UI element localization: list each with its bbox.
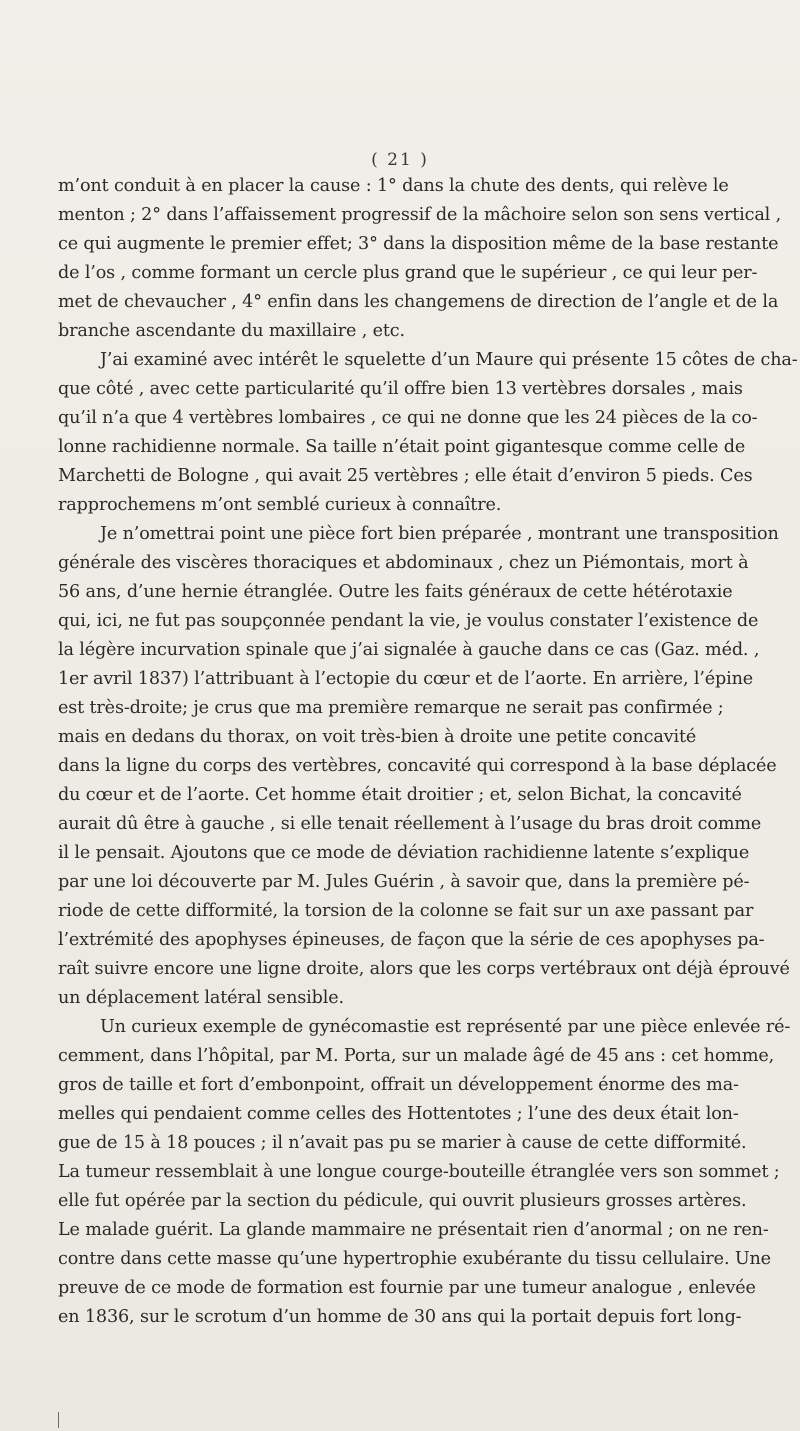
text-line: rapprochemens m’ont semblé curieux à connaître. [58,495,502,515]
text-line: La tumeur ressemblait à une longue courge-bouteille étranglée vers son sommet ; [58,1162,780,1182]
text-line: gue de 15 à 18 pouces ; il n’avait pas pu se marier à cause de cette difformité. [58,1133,747,1153]
text-line: Le malade guérit. La glande mammaire ne présentait rien d’anormal ; on ne ren- [58,1220,769,1240]
text-line: J’ai examiné avec intérêt le squelette d’un Maure qui présente 15 côtes de cha- [100,350,798,370]
text-line: aurait dû être à gauche , si elle tenait réellement à l’usage du bras droit comme [58,814,762,834]
text-line: en 1836, sur le scrotum d’un homme de 30 ans qui la portait depuis fort long- [58,1307,742,1327]
text-line: qui, ici, ne fut pas soupçonnée pendant la vie, je voulus constater l’existence de [58,611,759,631]
text-line: l’extrémité des apophyses épineuses, de façon que la série de ces apophyses pa- [58,930,765,950]
text-line: Marchetti de Bologne , qui avait 25 vertèbres ; elle était d’environ 5 pieds. Ces [58,466,753,486]
text-line: 1er avril 1837) l’attribuant à l’ectopie du cœur et de l’aorte. En arrière, l’épine [58,669,754,689]
text-line: un déplacement latéral sensible. [58,988,344,1008]
text-line: Un curieux exemple de gynécomastie est représenté par une pièce enlevée ré- [100,1017,791,1037]
text-line: lonne rachidienne normale. Sa taille n’était point gigantesque comme celle de [58,437,746,457]
text-line: par une loi découverte par M. Jules Guérin , à savoir que, dans la première pé- [58,872,750,892]
text-line: menton ; 2° dans l’affaissement progressif de la mâchoire selon son sens vertical , [58,205,782,225]
text-line: du cœur et de l’aorte. Cet homme était droitier ; et, selon Bichat, la concavité [58,785,742,805]
text-line: il le pensait. Ajoutons que ce mode de déviation rachidienne latente s’explique [58,843,750,863]
text-line: gros de taille et fort d’embonpoint, offrait un développement énorme des ma- [58,1075,739,1095]
text-line: contre dans cette masse qu’une hypertrophie exubérante du tissu cellulaire. Une [58,1249,771,1269]
text-line: générale des viscères thoraciques et abdominaux , chez un Piémontais, mort à [58,553,749,573]
text-line: riode de cette difformité, la torsion de la colonne se fait sur un axe passant par [58,901,754,921]
text-line: 56 ans, d’une hernie étranglée. Outre les faits généraux de cette hétérotaxie [58,582,733,602]
text-line: de l’os , comme formant un cercle plus grand que le supérieur , ce qui leur per- [58,263,758,283]
text-line: qu’il n’a que 4 vertèbres lombaires , ce qui ne donne que les 24 pièces de la co- [58,408,758,428]
text-line: cemment, dans l’hôpital, par M. Porta, sur un malade âgé de 45 ans : cet homme, [58,1046,775,1066]
text-line: ce qui augmente le premier effet; 3° dans la disposition même de la base restante [58,234,779,254]
text-line: la légère incurvation spinale que j’ai signalée à gauche dans ce cas (Gaz. méd. , [58,640,760,660]
page-number: ( 21 ) [371,150,429,170]
text-line: raît suivre encore une ligne droite, alors que les corps vertébraux ont déjà éprouvé [58,959,790,979]
text-line: elle fut opérée par la section du pédicule, qui ouvrit plusieurs grosses artères. [58,1191,747,1211]
text-line: melles qui pendaient comme celles des Hottentotes ; l’une des deux était lon- [58,1104,739,1124]
text-line: branche ascendante du maxillaire , etc. [58,321,405,341]
margin-mark [58,1412,65,1428]
text-line: Je n’omettrai point une pièce fort bien préparée , montrant une transposition [100,524,779,544]
text-line: que côté , avec cette particularité qu’il offre bien 13 vertèbres dorsales , mais [58,379,743,399]
text-line: mais en dedans du thorax, on voit très-bien à droite une petite concavité [58,727,697,747]
text-line: m’ont conduit à en placer la cause : 1° dans la chute des dents, qui relève le [58,176,729,196]
body-text [58,172,800,1332]
text-line: est très-droite; je crus que ma première remarque ne serait pas confirmée ; [58,698,724,718]
text-line: dans la ligne du corps des vertèbres, concavité qui correspond à la base déplacée [58,756,777,776]
text-line: met de chevaucher , 4° enfin dans les changemens de direction de l’angle et de la [58,292,779,312]
text-line: preuve de ce mode de formation est fournie par une tumeur analogue , enlevée [58,1278,756,1298]
